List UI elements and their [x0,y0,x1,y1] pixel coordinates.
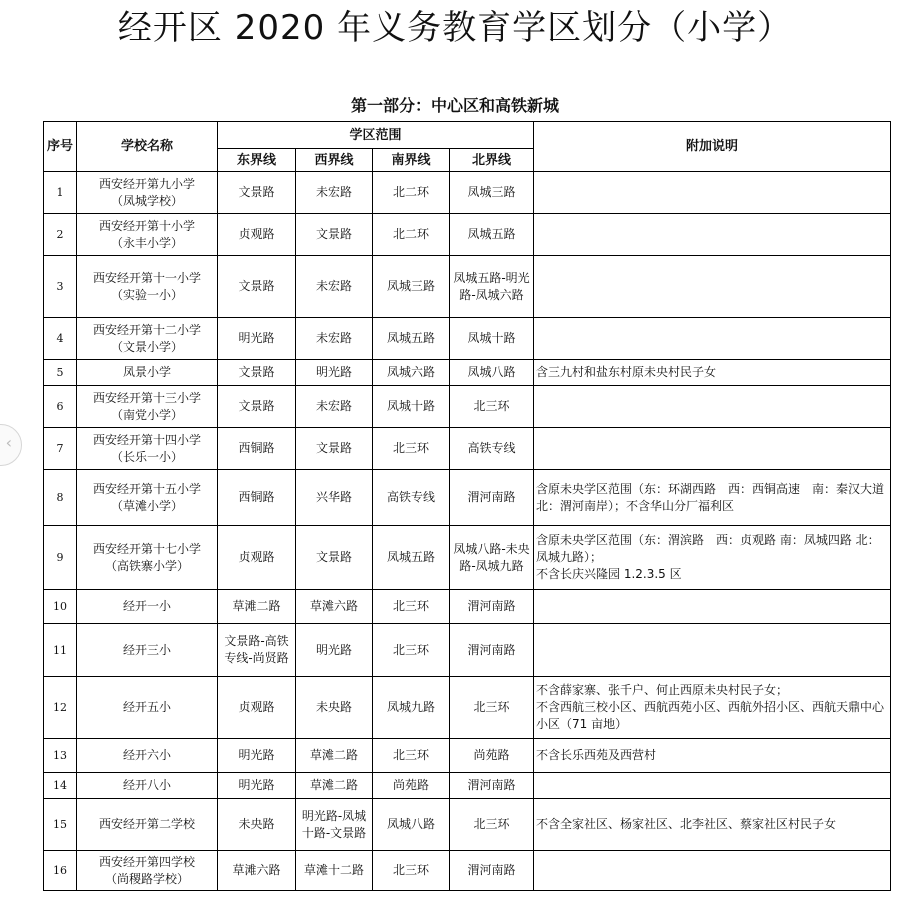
header-south: 南界线 [373,149,450,172]
header-seq: 序号 [44,122,77,172]
south-boundary-cell: 凤城十路 [373,386,450,428]
table-row [44,318,891,360]
seq-cell: 11 [44,624,77,677]
seq-cell: 8 [44,470,77,526]
school-name-cell [77,256,218,318]
school-name-cell [77,799,218,851]
south-boundary-cell: 北三环 [373,590,450,624]
school-name-cell [77,360,218,386]
south-boundary-cell: 北二环 [373,172,450,214]
header-note: 附加说明 [534,122,891,172]
note-cell [534,773,891,799]
south-boundary-cell: 北三环 [373,428,450,470]
south-boundary-cell: 凤城六路 [373,360,450,386]
north-boundary-cell: 凤城五路-明光路-凤城六路 [450,256,534,318]
note-cell [534,360,891,386]
table-row [44,677,891,739]
school-alias: （尚稷路学校） [104,871,189,886]
note-text: 不含长乐西苑及西营村 [536,748,657,762]
east-boundary-cell: 草滩二路 [218,590,296,624]
table-row [44,172,891,214]
school-name-cell [77,386,218,428]
seq-cell: 14 [44,773,77,799]
north-boundary-cell: 北三环 [450,386,534,428]
south-boundary-cell: 北三环 [373,624,450,677]
south-boundary-cell: 北三环 [373,851,450,891]
school-name-cell [77,590,218,624]
west-boundary-cell: 明光路-凤城十路-文景路 [296,799,373,851]
seq-cell: 13 [44,739,77,773]
north-boundary-cell: 凤城八路-未央路-凤城九路 [450,526,534,590]
seq-cell: 2 [44,214,77,256]
seq-cell: 7 [44,428,77,470]
north-boundary-cell: 渭河南路 [450,590,534,624]
note-cell [534,624,891,677]
note-cell [534,851,891,891]
table-row [44,470,891,526]
school-alias: （草滩小学） [110,498,183,513]
west-boundary-cell: 明光路 [296,624,373,677]
seq-cell: 12 [44,677,77,739]
note-text: 含原未央学区范围（东：环湖西路 西：西铜高速 南：秦汉大道 北：渭河南岸）；不含华山分厂福利区 [536,481,885,513]
east-boundary-cell: 贞观路 [218,677,296,739]
west-boundary-cell: 兴华路 [296,470,373,526]
school-alias: （长乐一小） [110,449,183,464]
table-row [44,739,891,773]
seq-cell: 1 [44,172,77,214]
school-name-cell [77,624,218,677]
school-name: 西安经开第十小学 [98,218,195,233]
note-text: 不含全家社区、杨家社区、北李社区、蔡家社区村民子女 [536,817,837,831]
table-row [44,386,891,428]
north-boundary-cell: 凤城八路 [450,360,534,386]
west-boundary-cell: 明光路 [296,360,373,386]
header-east: 东界线 [218,149,296,172]
table-row [44,256,891,318]
east-boundary-cell: 草滩六路 [218,851,296,891]
west-boundary-cell: 文景路 [296,526,373,590]
school-alias: （永丰小学） [110,235,183,250]
table-row [44,624,891,677]
note-cell [534,470,891,526]
east-boundary-cell: 西铜路 [218,428,296,470]
table-row [44,773,891,799]
school-name-cell [77,318,218,360]
school-name: 西安经开第四学校 [98,854,195,869]
north-boundary-cell: 凤城三路 [450,172,534,214]
chevron-left-icon: ‹ [5,433,12,452]
north-boundary-cell: 渭河南路 [450,624,534,677]
east-boundary-cell: 文景路 [218,360,296,386]
school-name: 西安经开第十五小学 [92,481,201,496]
table-row [44,851,891,891]
east-boundary-cell: 明光路 [218,318,296,360]
note-cell [534,386,891,428]
south-boundary-cell: 北三环 [373,739,450,773]
west-boundary-cell: 草滩二路 [296,773,373,799]
table-row [44,590,891,624]
note-cell [534,739,891,773]
west-boundary-cell: 未宏路 [296,318,373,360]
north-boundary-cell: 渭河南路 [450,470,534,526]
table-row [44,214,891,256]
west-boundary-cell: 文景路 [296,214,373,256]
school-name: 凤景小学 [122,365,171,379]
north-boundary-cell: 凤城五路 [450,214,534,256]
table-row [44,799,891,851]
school-name-cell [77,470,218,526]
seq-cell: 9 [44,526,77,590]
table-row [44,428,891,470]
west-boundary-cell: 文景路 [296,428,373,470]
note-cell [534,318,891,360]
east-boundary-cell: 文景路 [218,256,296,318]
west-boundary-cell: 草滩六路 [296,590,373,624]
west-boundary-cell: 未宏路 [296,172,373,214]
south-boundary-cell: 北二环 [373,214,450,256]
table-row [44,526,891,590]
school-name-cell [77,214,218,256]
note-cell [534,799,891,851]
north-boundary-cell: 高铁专线 [450,428,534,470]
east-boundary-cell: 贞观路 [218,526,296,590]
north-boundary-cell: 渭河南路 [450,851,534,891]
west-boundary-cell: 未央路 [296,677,373,739]
east-boundary-cell: 西铜路 [218,470,296,526]
school-district-table [43,121,891,891]
header-north: 北界线 [450,149,534,172]
school-name: 西安经开第十三小学 [92,390,201,405]
note-cell [534,590,891,624]
note-text: 含三九村和盐东村原未央村民子女 [536,365,717,379]
south-boundary-cell: 凤城三路 [373,256,450,318]
east-boundary-cell: 明光路 [218,773,296,799]
school-name: 经开三小 [122,642,171,657]
note-text: 含原未央学区范围（东：渭滨路 西：贞观路 南：凤城四路 北：凤城九路）； [536,533,880,564]
school-name: 西安经开第十二小学 [92,322,201,337]
note-cell [534,172,891,214]
east-boundary-cell: 未央路 [218,799,296,851]
west-boundary-cell: 草滩二路 [296,739,373,773]
school-name: 经开五小 [122,700,171,714]
school-name-cell [77,428,218,470]
seq-cell: 10 [44,590,77,624]
school-name-cell [77,773,218,799]
school-alias: （文景小学） [110,339,183,354]
school-name-cell [77,677,218,739]
school-name: 经开六小 [122,748,171,762]
table-row [44,360,891,386]
north-boundary-cell: 尚苑路 [450,739,534,773]
south-boundary-cell: 凤城九路 [373,677,450,739]
note-cell [534,214,891,256]
seq-cell: 3 [44,256,77,318]
header-school: 学校名称 [77,122,218,172]
south-boundary-cell: 尚苑路 [373,773,450,799]
school-name-cell [77,172,218,214]
header-west: 西界线 [296,149,373,172]
school-name-cell [77,851,218,891]
seq-cell: 15 [44,799,77,851]
north-boundary-cell: 凤城十路 [450,318,534,360]
page-title: 经开区 2020 年义务教育学区划分（小学） [117,8,793,48]
note-cell [534,428,891,470]
side-collapse-tab[interactable] [0,424,22,466]
school-alias: （凤城学校） [110,193,183,208]
seq-cell: 5 [44,360,77,386]
north-boundary-cell: 北三环 [450,677,534,739]
school-name: 西安经开第十一小学 [92,270,201,285]
school-name-cell [77,739,218,773]
note-text: 不含薛家寨、张千户、何止西原未央村民子女； [536,683,789,697]
east-boundary-cell: 明光路 [218,739,296,773]
school-name-cell [77,526,218,590]
note-cell [534,677,891,739]
school-name: 西安经开第二学校 [98,817,195,831]
east-boundary-cell: 贞观路 [218,214,296,256]
west-boundary-cell: 未宏路 [296,256,373,318]
east-boundary-cell: 文景路-高铁专线-尚贤路 [218,624,296,677]
note-text: 不含长庆兴隆园 1.2.3.5 区 [536,567,682,581]
school-alias: （南党小学） [110,407,183,422]
north-boundary-cell: 渭河南路 [450,773,534,799]
school-name: 西安经开第九小学 [98,176,195,191]
note-cell [534,526,891,590]
seq-cell: 16 [44,851,77,891]
seq-cell: 4 [44,318,77,360]
west-boundary-cell: 未宏路 [296,386,373,428]
school-alias: （实验一小） [110,287,183,302]
east-boundary-cell: 文景路 [218,386,296,428]
seq-cell: 6 [44,386,77,428]
school-name: 西安经开第十四小学 [92,432,201,447]
south-boundary-cell: 高铁专线 [373,470,450,526]
north-boundary-cell: 北三环 [450,799,534,851]
south-boundary-cell: 凤城五路 [373,318,450,360]
school-alias: （高铁寨小学） [104,558,189,573]
south-boundary-cell: 凤城五路 [373,526,450,590]
note-text: 不含西航三校小区、西航西苑小区、西航外招小区、西航天鼎中心小区（71 亩地） [536,700,885,731]
west-boundary-cell: 草滩十二路 [296,851,373,891]
school-name: 经开八小 [122,778,171,792]
note-cell [534,256,891,318]
south-boundary-cell: 凤城八路 [373,799,450,851]
section-subtitle: 第一部分：中心区和高铁新城 [350,96,559,115]
header-scope: 学区范围 [218,122,534,149]
school-name: 经开一小 [122,599,171,613]
east-boundary-cell: 文景路 [218,172,296,214]
school-name: 西安经开第十七小学 [92,541,201,556]
